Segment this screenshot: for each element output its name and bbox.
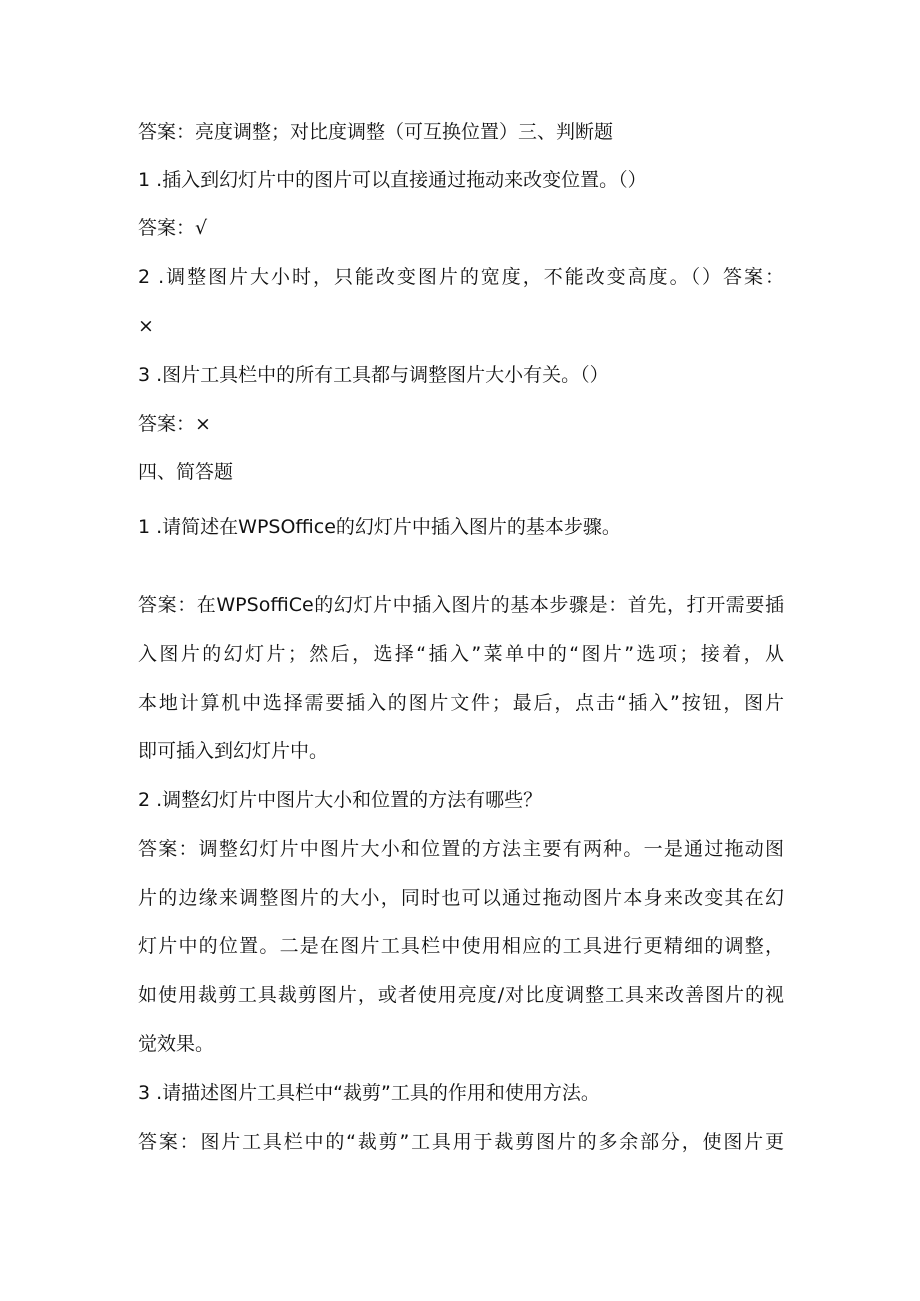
answer-line: 即可插入到幻灯片中。 — [138, 740, 329, 762]
question-line: 1 .插入到幻灯片中的图片可以直接通过拖动来改变位置。（） — [138, 169, 647, 191]
answer-line: 本地计算机中选择需要插入的图片文件；最后，点击“插入”按钮，图片 — [138, 692, 784, 714]
answer-line: 答案：在WPSoffiCe的幻灯片中插入图片的基本步骤是：首先，打开需要插 — [138, 594, 784, 616]
answer-line: 片的边缘来调整图片的大小，同时也可以通过拖动图片本身来改变其在幻 — [138, 887, 784, 909]
answer-line: × — [138, 315, 154, 337]
answer-line: 入图片的幻灯片；然后，选择“插入”菜单中的“图片”选项；接着，从 — [138, 643, 784, 665]
question-line: 3 .请描述图片工具栏中“裁剪”工具的作用和使用方法。 — [138, 1082, 600, 1104]
answer-line: 答案：调整幻灯片中图片大小和位置的方法主要有两种。一是通过拖动图 — [138, 838, 784, 860]
question-line: 3 .图片工具栏中的所有工具都与调整图片大小有关。（） — [138, 364, 609, 386]
answer-line: 如使用裁剪工具裁剪图片，或者使用亮度/对比度调整工具来改善图片的视 — [138, 984, 784, 1006]
answer-line: 答案：图片工具栏中的“裁剪”工具用于裁剪图片的多余部分，使图片更 — [138, 1131, 784, 1153]
answer-line: 答案：√ — [138, 217, 208, 239]
question-line: 2 .调整幻灯片中图片大小和位置的方法有哪些？ — [138, 789, 543, 811]
question-line: 1 .请简述在WPSOffice的幻灯片中插入图片的基本步骤。 — [138, 516, 621, 538]
question-line: 2 .调整图片大小时，只能改变图片的宽度，不能改变高度。（）答案： — [138, 266, 784, 288]
answer-line: 觉效果。 — [138, 1033, 215, 1055]
answer-line: 答案：亮度调整；对比度调整（可互换位置）三、判断题 — [138, 121, 614, 143]
answer-line: 灯片中的位置。二是在图片工具栏中使用相应的工具进行更精细的调整， — [138, 935, 784, 957]
section-heading: 四、简答题 — [138, 461, 234, 483]
answer-line: 答案：× — [138, 413, 211, 435]
